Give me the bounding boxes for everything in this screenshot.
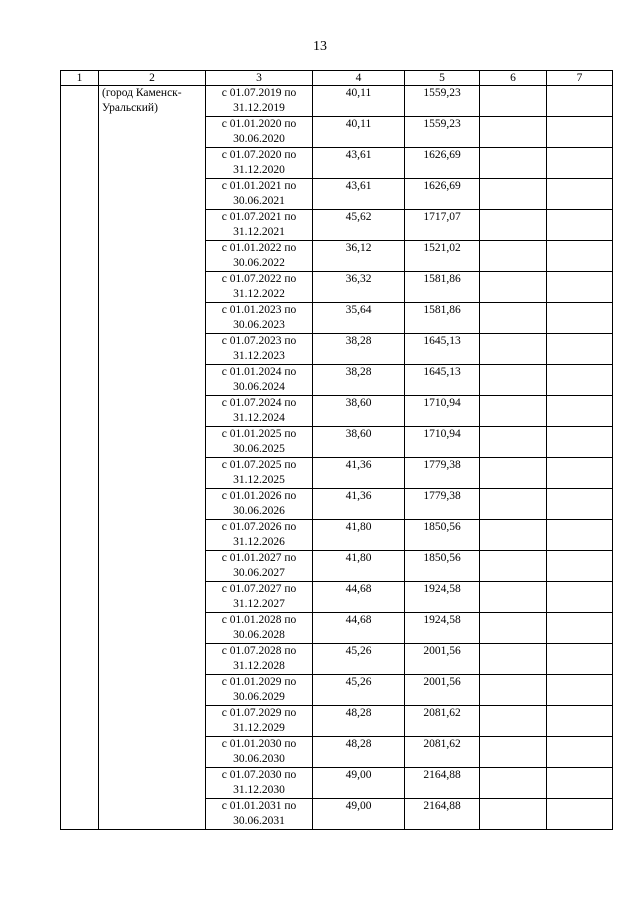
cell-period: с 01.07.2020 по 31.12.2020 <box>206 148 313 179</box>
cell-col6 <box>480 737 547 768</box>
cell-col7 <box>547 644 613 675</box>
cell-value-col4: 36,32 <box>313 272 405 303</box>
cell-period: с 01.07.2026 по 31.12.2026 <box>206 520 313 551</box>
cell-value-col4: 41,80 <box>313 520 405 551</box>
cell-col6 <box>480 272 547 303</box>
cell-col7 <box>547 613 613 644</box>
cell-col7 <box>547 396 613 427</box>
cell-col6 <box>480 117 547 148</box>
cell-period: с 01.07.2019 по 31.12.2019 <box>206 86 313 117</box>
column-header-7: 7 <box>547 71 613 86</box>
cell-value-col4: 40,11 <box>313 86 405 117</box>
cell-period: с 01.01.2023 по 30.06.2023 <box>206 303 313 334</box>
cell-col6 <box>480 582 547 613</box>
cell-period: с 01.01.2020 по 30.06.2020 <box>206 117 313 148</box>
column-header-2: 2 <box>99 71 206 86</box>
cell-period: с 01.07.2023 по 31.12.2023 <box>206 334 313 365</box>
cell-value-col4: 41,36 <box>313 489 405 520</box>
cell-value-col5: 2164,88 <box>405 768 480 799</box>
cell-col7 <box>547 551 613 582</box>
column-header-6: 6 <box>480 71 547 86</box>
cell-period: с 01.01.2024 по 30.06.2024 <box>206 365 313 396</box>
cell-value-col4: 38,60 <box>313 427 405 458</box>
page-number: 13 <box>313 39 327 54</box>
cell-col7 <box>547 458 613 489</box>
cell-col6 <box>480 396 547 427</box>
cell-col6 <box>480 365 547 396</box>
cell-period: с 01.07.2027 по 31.12.2027 <box>206 582 313 613</box>
cell-col7 <box>547 365 613 396</box>
cell-period: с 01.01.2026 по 30.06.2026 <box>206 489 313 520</box>
cell-value-col4: 44,68 <box>313 582 405 613</box>
cell-value-col5: 1924,58 <box>405 582 480 613</box>
cell-col1-merged <box>61 86 99 830</box>
cell-col6 <box>480 427 547 458</box>
cell-col6 <box>480 458 547 489</box>
cell-col7 <box>547 737 613 768</box>
column-header-3: 3 <box>206 71 313 86</box>
cell-col7 <box>547 334 613 365</box>
cell-value-col4: 38,60 <box>313 396 405 427</box>
cell-value-col4: 43,61 <box>313 179 405 210</box>
cell-col6 <box>480 675 547 706</box>
cell-value-col5: 1581,86 <box>405 272 480 303</box>
cell-value-col4: 38,28 <box>313 334 405 365</box>
cell-col6 <box>480 241 547 272</box>
cell-value-col5: 1850,56 <box>405 551 480 582</box>
cell-value-col4: 43,61 <box>313 148 405 179</box>
cell-value-col5: 2081,62 <box>405 737 480 768</box>
column-header-5: 5 <box>405 71 480 86</box>
cell-value-col4: 41,80 <box>313 551 405 582</box>
cell-col6 <box>480 799 547 830</box>
cell-col7 <box>547 768 613 799</box>
cell-period: с 01.07.2029 по 31.12.2029 <box>206 706 313 737</box>
column-header-1: 1 <box>61 71 99 86</box>
cell-value-col4: 35,64 <box>313 303 405 334</box>
cell-col7 <box>547 303 613 334</box>
cell-value-col5: 1779,38 <box>405 489 480 520</box>
cell-period: с 01.01.2029 по 30.06.2029 <box>206 675 313 706</box>
cell-col6 <box>480 706 547 737</box>
cell-col7 <box>547 241 613 272</box>
cell-period: с 01.07.2021 по 31.12.2021 <box>206 210 313 241</box>
cell-value-col5: 1710,94 <box>405 396 480 427</box>
cell-col6 <box>480 179 547 210</box>
cell-value-col5: 1779,38 <box>405 458 480 489</box>
cell-value-col5: 2001,56 <box>405 644 480 675</box>
cell-col7 <box>547 272 613 303</box>
cell-value-col4: 48,28 <box>313 706 405 737</box>
cell-value-col4: 38,28 <box>313 365 405 396</box>
column-header-4: 4 <box>313 71 405 86</box>
cell-col7 <box>547 582 613 613</box>
cell-period: с 01.07.2025 по 31.12.2025 <box>206 458 313 489</box>
cell-value-col5: 1717,07 <box>405 210 480 241</box>
cell-col6 <box>480 303 547 334</box>
table-body <box>61 86 613 830</box>
cell-period: с 01.07.2024 по 31.12.2024 <box>206 396 313 427</box>
cell-value-col4: 49,00 <box>313 799 405 830</box>
cell-col6 <box>480 551 547 582</box>
cell-col7 <box>547 675 613 706</box>
cell-col6 <box>480 520 547 551</box>
cell-col6 <box>480 334 547 365</box>
cell-col6 <box>480 768 547 799</box>
cell-value-col4: 41,36 <box>313 458 405 489</box>
cell-value-col4: 45,26 <box>313 644 405 675</box>
cell-value-col5: 1710,94 <box>405 427 480 458</box>
cell-col7 <box>547 86 613 117</box>
table-row <box>61 86 613 117</box>
cell-col7 <box>547 520 613 551</box>
cell-value-col5: 1626,69 <box>405 148 480 179</box>
cell-value-col4: 36,12 <box>313 241 405 272</box>
cell-period: с 01.01.2028 по 30.06.2028 <box>206 613 313 644</box>
cell-value-col5: 1645,13 <box>405 334 480 365</box>
cell-territory-name: (город Каменск-Уральский) <box>99 86 206 830</box>
cell-col7 <box>547 179 613 210</box>
cell-value-col4: 45,26 <box>313 675 405 706</box>
cell-period: с 01.01.2030 по 30.06.2030 <box>206 737 313 768</box>
cell-period: с 01.01.2021 по 30.06.2021 <box>206 179 313 210</box>
cell-value-col5: 1924,58 <box>405 613 480 644</box>
cell-value-col4: 45,62 <box>313 210 405 241</box>
cell-col6 <box>480 210 547 241</box>
cell-value-col5: 1581,86 <box>405 303 480 334</box>
cell-value-col5: 1626,69 <box>405 179 480 210</box>
cell-value-col5: 1645,13 <box>405 365 480 396</box>
cell-period: с 01.01.2025 по 30.06.2025 <box>206 427 313 458</box>
cell-value-col5: 1559,23 <box>405 117 480 148</box>
cell-col7 <box>547 427 613 458</box>
cell-value-col5: 2081,62 <box>405 706 480 737</box>
cell-value-col4: 44,68 <box>313 613 405 644</box>
cell-value-col5: 1559,23 <box>405 86 480 117</box>
cell-col6 <box>480 489 547 520</box>
cell-value-col4: 48,28 <box>313 737 405 768</box>
cell-period: с 01.01.2027 по 30.06.2027 <box>206 551 313 582</box>
cell-value-col4: 49,00 <box>313 768 405 799</box>
cell-col7 <box>547 706 613 737</box>
cell-col6 <box>480 613 547 644</box>
cell-col7 <box>547 117 613 148</box>
cell-col7 <box>547 210 613 241</box>
cell-col7 <box>547 489 613 520</box>
cell-period: с 01.01.2031 по 30.06.2031 <box>206 799 313 830</box>
cell-value-col5: 1521,02 <box>405 241 480 272</box>
cell-col7 <box>547 799 613 830</box>
cell-period: с 01.07.2028 по 31.12.2028 <box>206 644 313 675</box>
table-header <box>61 71 613 86</box>
cell-value-col5: 1850,56 <box>405 520 480 551</box>
cell-period: с 01.07.2022 по 31.12.2022 <box>206 272 313 303</box>
cell-value-col5: 2001,56 <box>405 675 480 706</box>
cell-value-col5: 2164,88 <box>405 799 480 830</box>
cell-col6 <box>480 148 547 179</box>
cell-period: с 01.07.2030 по 31.12.2030 <box>206 768 313 799</box>
cell-col7 <box>547 148 613 179</box>
cell-period: с 01.01.2022 по 30.06.2022 <box>206 241 313 272</box>
cell-col6 <box>480 644 547 675</box>
tariff-table <box>60 70 613 830</box>
cell-value-col4: 40,11 <box>313 117 405 148</box>
cell-col6 <box>480 86 547 117</box>
